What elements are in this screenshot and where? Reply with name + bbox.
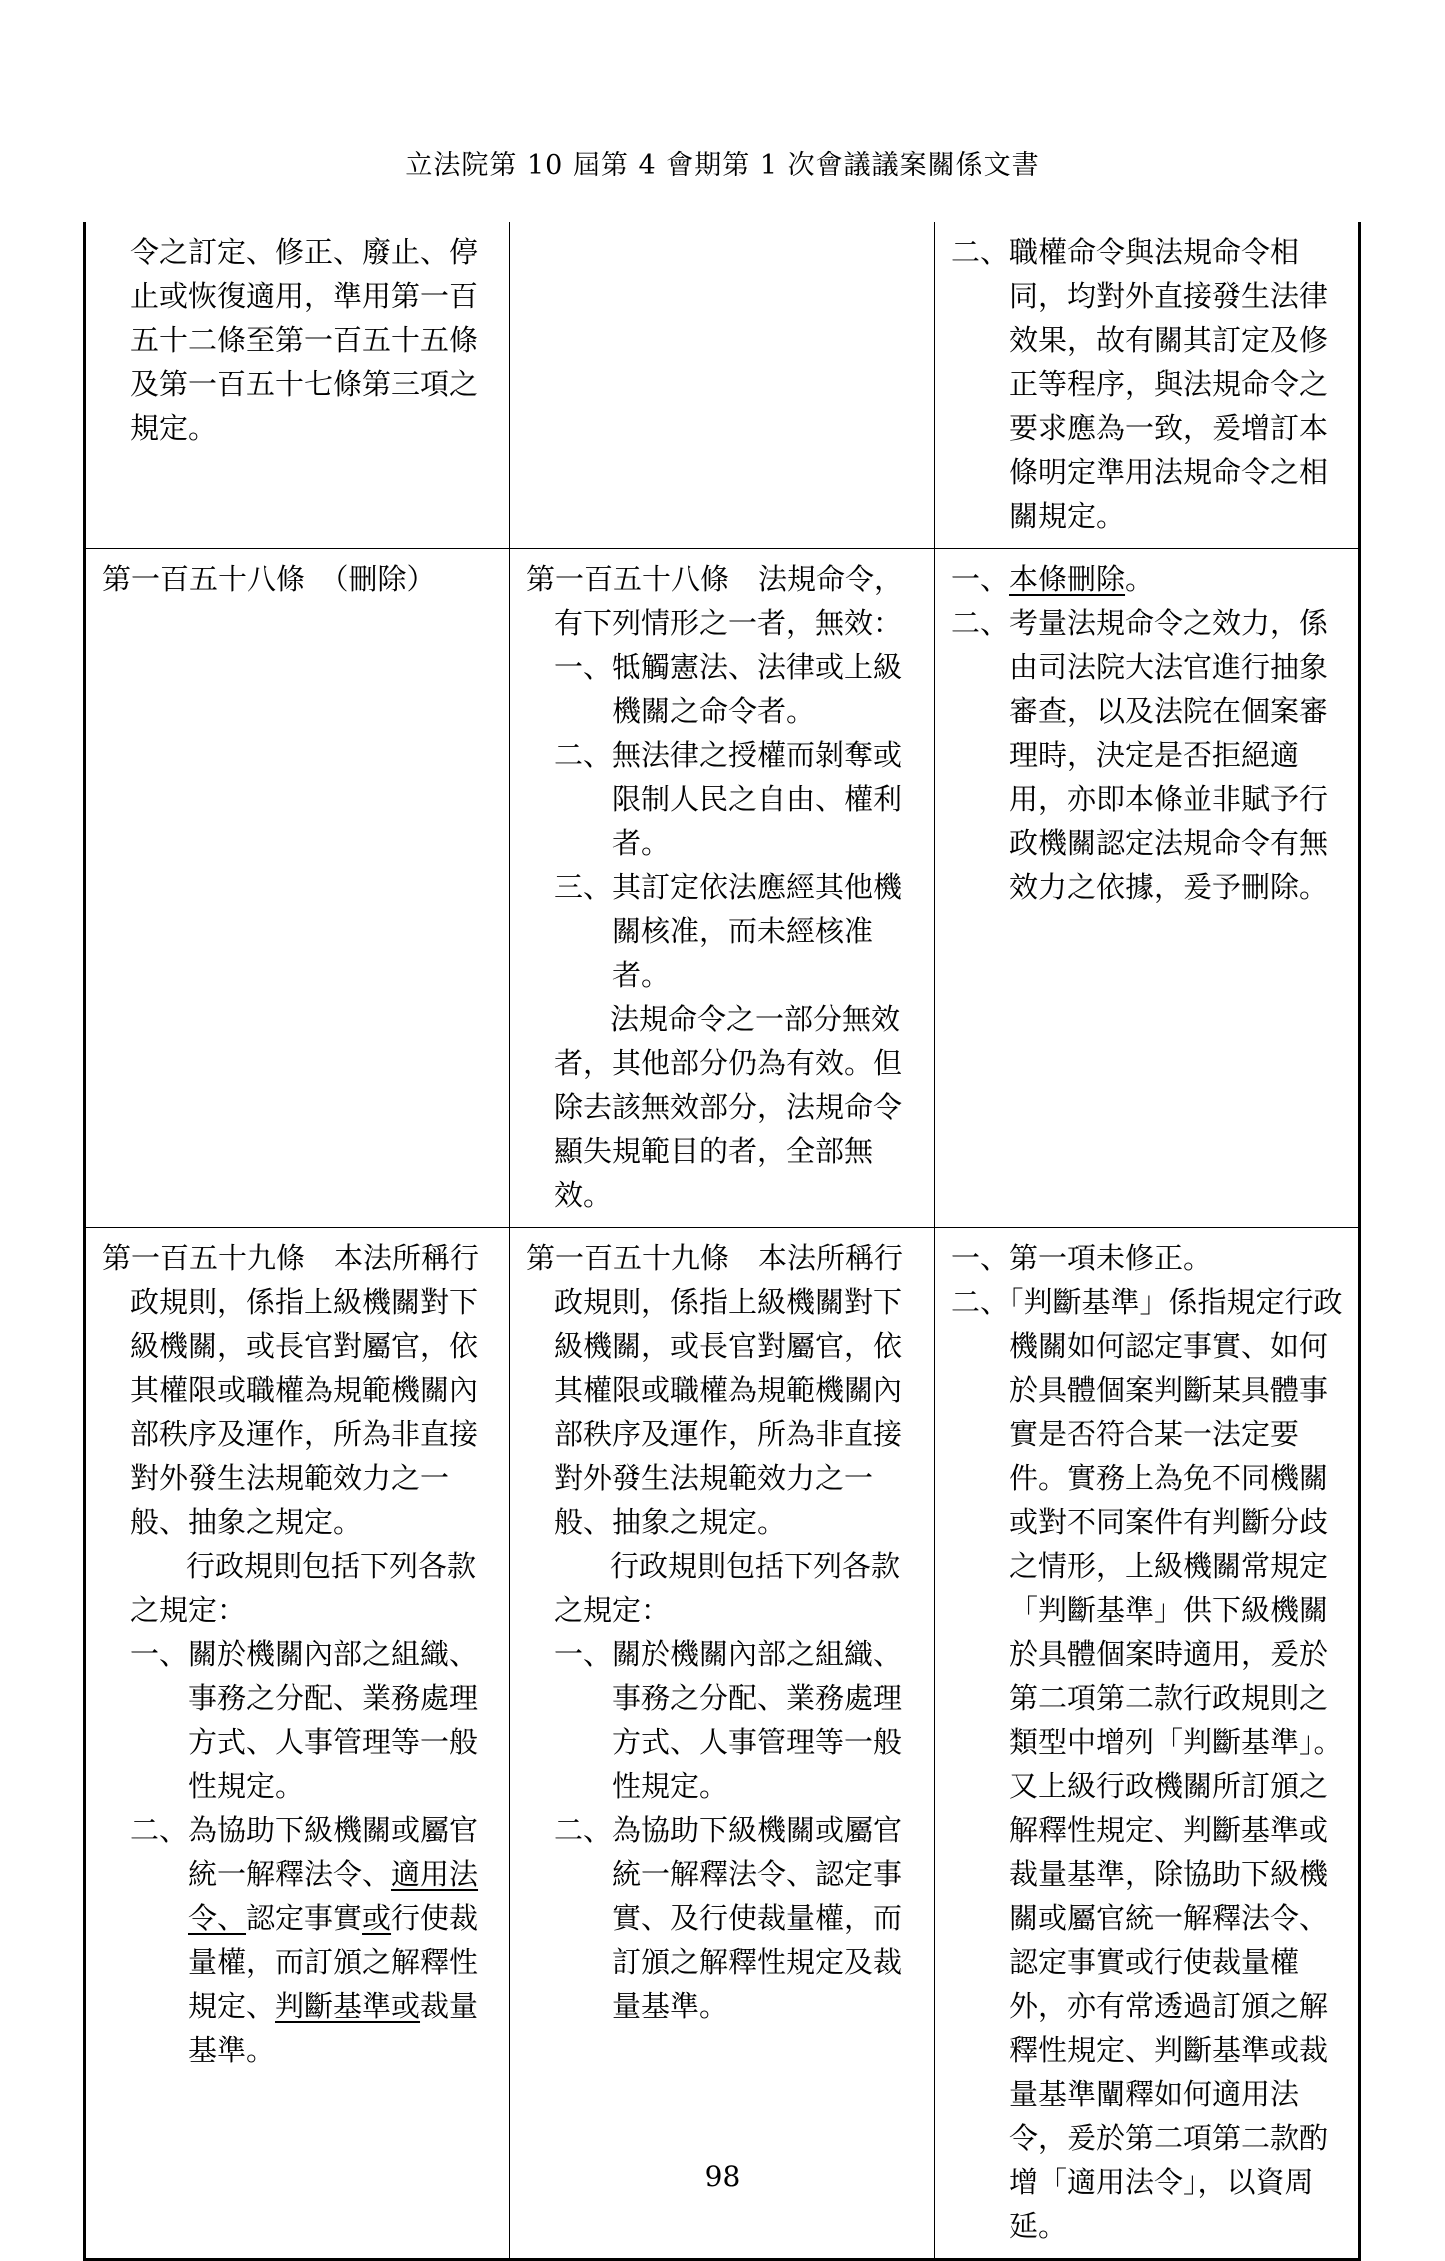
- amended-cell: [85, 549, 510, 1228]
- text-segment: 行使裁量權，而訂頒之解釋性規定、: [188, 1901, 479, 2023]
- page-header: 立法院第 10 屆第 4 會期第 1 次會議議案關係文書: [405, 150, 1040, 181]
- paragraph: 行政規則包括下列各款之規定：: [130, 1549, 477, 1627]
- underlined-text: 或: [362, 1901, 392, 1935]
- article-title: 第一百五十九條 本法所稱行政規則，係指上級機關對下級機關，或長官對屬官，依其權限或職權為規範機關內部秩序及運作，所為非直接對外發生法規範效力之一般、抽象之規定。: [102, 1241, 480, 1539]
- table-row: [85, 1228, 1360, 2260]
- list-item: 三、其訂定依法應經其他機關核准，而未經核准者。: [554, 870, 903, 992]
- page-number: 98: [704, 2160, 741, 2193]
- reason-cell: [935, 549, 1360, 1228]
- reason-prefix: 一、: [951, 562, 1010, 596]
- reason-suffix: 。: [1125, 562, 1155, 596]
- table-row: [85, 222, 1360, 549]
- reason-item: [951, 557, 1346, 601]
- reason-item: 二、「判斷基準」係指規定行政機關如何認定事實、如何於具體個案判斷某具體事實是否符合某一法定要件。實務上為免不同機關或對不同案件有判斷分歧之情形，上級機關常規定「判斷基準」供下級機關於具體個案時適用，爰於第二項第二款行政規則之類型中增列「判斷基準」。又上級行政機關所訂頒之解釋性規定、判斷基準或裁量基準，除協助下級機關或屬官統一解釋法令、認定事實或行使裁量權外，亦有常透過訂頒之解釋性規定、判斷基準或裁量基準闡釋如何適用法令，爰於第二項第二款酌增「適用法令」，以資周延。: [951, 1285, 1343, 2243]
- underlined-text: 本條刪除: [1009, 562, 1126, 596]
- text-segment: 認定事實: [246, 1901, 363, 1935]
- text-segment: 裁量基準。: [188, 1989, 479, 2067]
- reason-item: 二、職權命令與法規命令相同，均對外直接發生法律效果，故有關其訂定及修正等程序，與法規命令之要求應為一致，爰增訂本條明定準用法規命令之相關規定。: [951, 235, 1329, 533]
- current-cell: [510, 222, 935, 549]
- paragraph: 法規命令之一部分無效者，其他部分仍為有效。但除去該無效部分，法規命令顯失規範目的者，全部無效。: [554, 1002, 903, 1212]
- underlined-text: 適用法令、: [188, 1857, 479, 1935]
- list-item: 一、關於機關內部之組織、事務之分配、業務處理方式、人事管理等一般性規定。: [130, 1637, 479, 1803]
- reason-cell: [935, 222, 1360, 549]
- amended-cell: [85, 222, 510, 549]
- amended-text: 第一百五十八條 （刪除）: [102, 562, 436, 596]
- list-item: [102, 1808, 497, 2072]
- list-item: 二、為協助下級機關或屬官統一解釋法令、認定事實、及行使裁量權，而訂頒之解釋性規定及裁量基準。: [554, 1813, 903, 2023]
- article-title: 第一百五十八條 法規命令，有下列情形之一者，無效：: [526, 562, 904, 640]
- current-cell: [510, 1228, 935, 2260]
- comparison-table: [83, 222, 1361, 2261]
- list-item: 一、牴觸憲法、法律或上級機關之命令者。: [554, 650, 903, 728]
- paragraph: 行政規則包括下列各款之規定：: [554, 1549, 901, 1627]
- amended-text: 令之訂定、修正、廢止、停止或恢復適用，準用第一百五十二條至第一百五十五條及第一百五十七條第三項之規定。: [130, 235, 479, 445]
- reason-item: 二、考量法規命令之效力，係由司法院大法官進行抽象審查，以及法院在個案審理時，決定是否拒絕適用，亦即本條並非賦予行政機關認定法規命令有無效力之依據，爰予刪除。: [951, 606, 1329, 904]
- current-cell: [510, 549, 935, 1228]
- reason-item: 一、第一項未修正。: [951, 1241, 1213, 1275]
- article-title: 第一百五十九條 本法所稱行政規則，係指上級機關對下級機關，或長官對屬官，依其權限或職權為規範機關內部秩序及運作，所為非直接對外發生法規範效力之一般、抽象之規定。: [526, 1241, 904, 1539]
- text-segment: 二、為協助下級機關或屬官統一解釋法令、: [130, 1813, 479, 1891]
- list-item: 一、關於機關內部之組織、事務之分配、業務處理方式、人事管理等一般性規定。: [554, 1637, 903, 1803]
- table-row: [85, 549, 1360, 1228]
- underlined-text: 判斷基準或: [275, 1989, 421, 2023]
- amended-cell: [85, 1228, 510, 2260]
- list-item: 二、無法律之授權而剝奪或限制人民之自由、權利者。: [554, 738, 903, 860]
- reason-cell: [935, 1228, 1360, 2260]
